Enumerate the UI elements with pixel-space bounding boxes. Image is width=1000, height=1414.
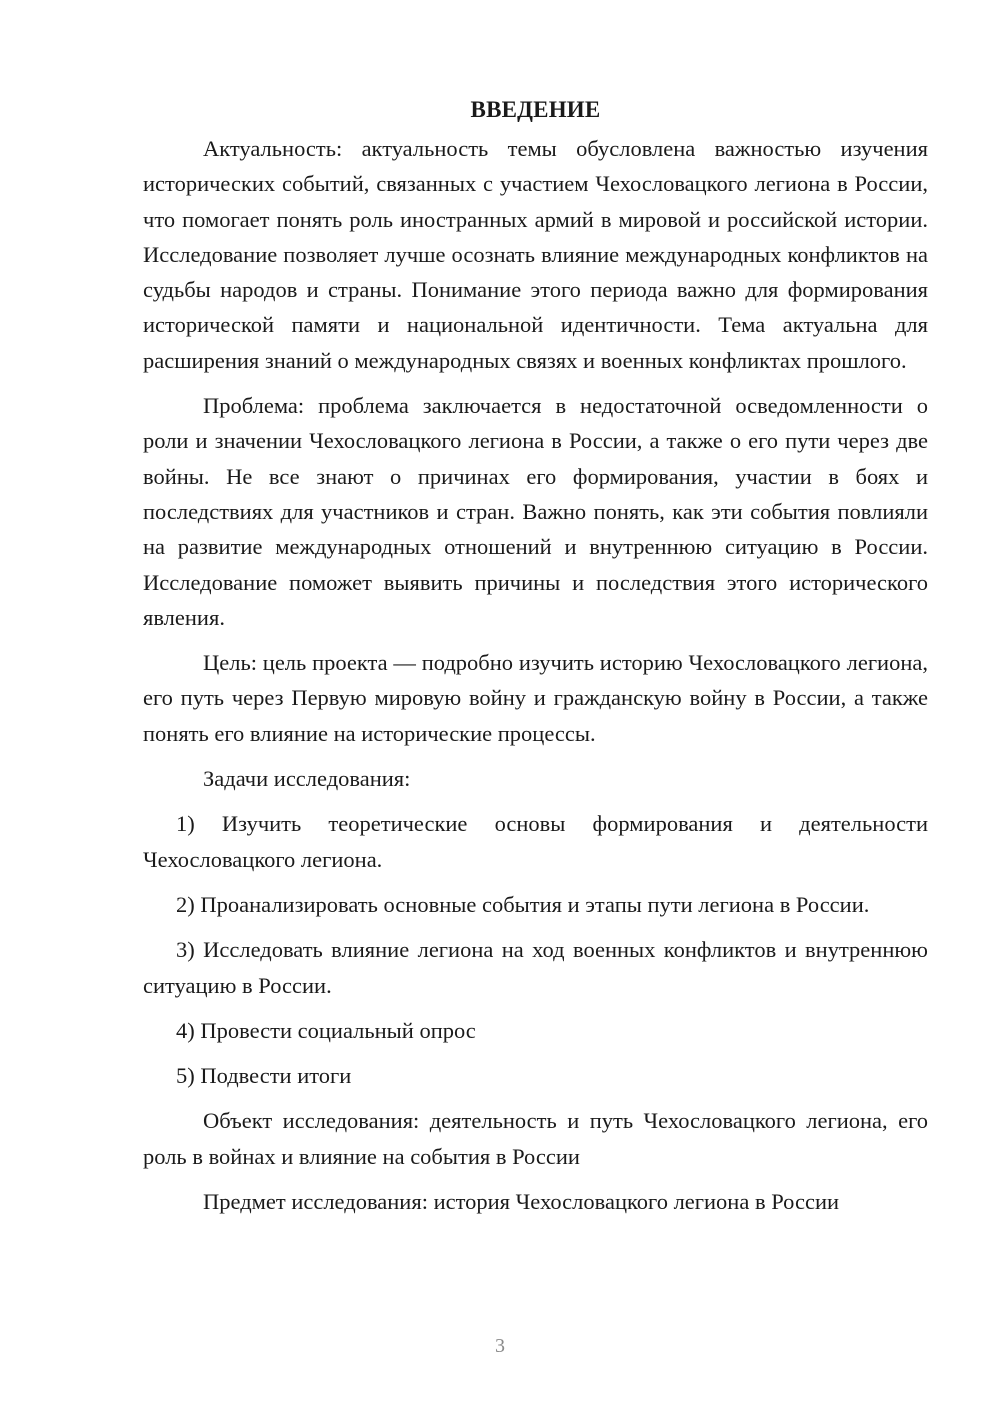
relevance-paragraph: Актуальность: актуальность темы обусловлена важностью изучения исторических событий, связанных с участием Чехословацкого легиона в России, что помогает понять роль иностранных армий в мировой и российской истории. Исследование позволяет лучше осознать влияние международных конфликтов на судьбы народов и страны. Понимание этого периода важно для формирования исторической памяти и национальной идентичности. Тема актуальна для расширения знаний о международных связях и военных конфликтах прошлого. <box>143 136 928 373</box>
task-item-3: 3) Исследовать влияние легиона на ход военных конфликтов и внутреннюю ситуацию в России. <box>143 937 928 998</box>
subject-paragraph: Предмет исследования: история Чехословацкого легиона в России <box>203 1189 840 1215</box>
task-item-5: 5) Подвести итоги <box>176 1063 352 1089</box>
object-paragraph: Объект исследования: деятельность и путь Чехословацкого легиона, его роль в войнах и влияние на события в России <box>143 1108 928 1169</box>
problem-paragraph: Проблема: проблема заключается в недостаточной осведомленности о роли и значении Чехословацкого легиона в России, а также о его пути через две войны. Не все знают о причинах его формирования, участии в боях и последствиях для участников и стран. Важно понять, как эти события повлияли на развитие международных отношений и внутреннюю ситуацию в России. Исследование поможет выявить причины и последствия этого исторического явления. <box>143 393 928 630</box>
page-number: 3 <box>495 1335 505 1357</box>
page-title: ВВЕДЕНИЕ <box>470 97 601 122</box>
task-item-1: 1) Изучить теоретические основы формирования и деятельности Чехословацкого легиона. <box>143 811 928 872</box>
task-item-2: 2) Проанализировать основные события и этапы пути легиона в России. <box>176 891 870 917</box>
document-body <box>143 92 928 1229</box>
goal-paragraph: Цель: цель проекта — подробно изучить историю Чехословацкого легиона, его путь через Первую мировую войну и гражданскую войну в России, а также понять его влияние на исторические процессы. <box>143 650 928 746</box>
tasks-heading: Задачи исследования: <box>203 766 411 792</box>
task-item-4: 4) Провести социальный опрос <box>176 1017 476 1043</box>
